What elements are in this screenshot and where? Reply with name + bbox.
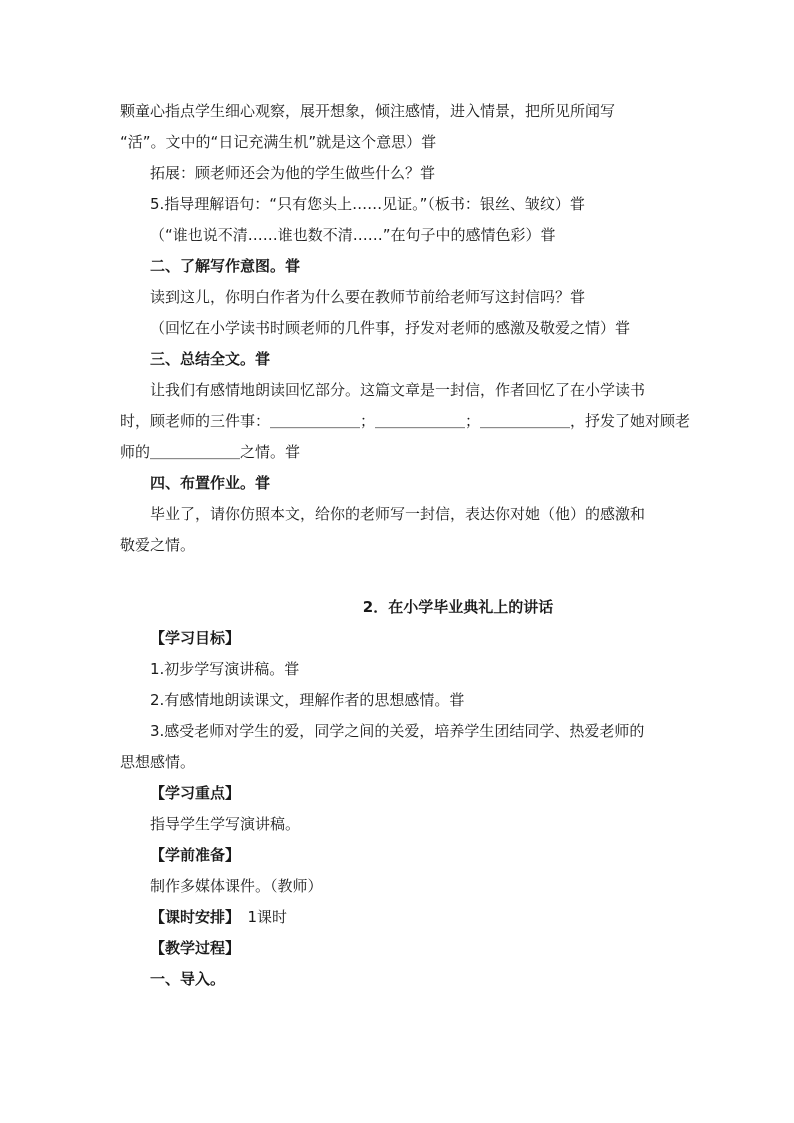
section-heading: 一、导入。: [150, 970, 226, 988]
paragraph-line: 制作多媒体课件。（教师）: [150, 877, 323, 895]
paragraph-line: 思想感情。: [120, 753, 196, 771]
paragraph-line: 颗童心指点学生细心观察，展开想象，倾注感情，进入情景，把所见所闻写: [120, 102, 616, 120]
section-heading: 三、总结全文。甞: [150, 350, 271, 368]
paragraph-line: 1.初步学写演讲稿。甞: [150, 660, 300, 678]
paragraph-line: 师的＿＿＿＿＿＿之情。甞: [120, 443, 301, 461]
paragraph-line: 读到这儿，你明白作者为什么要在教师节前给老师写这封信吗？甞: [150, 288, 586, 306]
section-heading: 【学习重点】: [150, 784, 241, 802]
schedule-value: 1课时: [232, 908, 288, 926]
paragraph-line: 5.指导理解语句：“只有您头上……见证。”（板书：银丝、皱纹）甞: [150, 195, 585, 213]
spacer: [120, 561, 676, 592]
lesson-title: 2．在小学毕业典礼上的讲话: [362, 598, 554, 616]
paragraph-line: [120, 902, 676, 933]
schedule-label: 【课时安排】: [150, 908, 233, 926]
paragraph-line: （“谁也说不清……谁也数不清……”在句子中的感情色彩）甞: [150, 226, 556, 244]
document-body: [120, 96, 691, 995]
paragraph-line: 时，顾老师的三件事：＿＿＿＿＿＿；＿＿＿＿＿＿；＿＿＿＿＿＿，抒发了她对顾老: [120, 412, 691, 430]
paragraph-line: 3.感受老师对学生的爱，同学之间的关爱，培养学生团结同学、热爱老师的: [150, 722, 645, 740]
paragraph-line: 2.有感情地朗读课文，理解作者的思想感情。甞: [150, 691, 465, 709]
section-heading: 二、了解写作意图。甞: [150, 257, 301, 275]
section-heading: 【教学过程】: [150, 939, 241, 957]
paragraph-line: 让我们有感情地朗读回忆部分。这篇文章是一封信，作者回忆了在小学读书: [150, 381, 646, 399]
paragraph-line: （回忆在小学读书时顾老师的几件事，抒发对老师的感激及敬爱之情）甞: [150, 319, 631, 337]
section-heading: 【学习目标】: [150, 629, 241, 647]
paragraph-line: 指导学生学写演讲稿。: [150, 815, 301, 833]
paragraph-line: “活”。文中的“日记充满生机”就是这个意思）甞: [120, 133, 437, 151]
paragraph-line: 拓展：顾老师还会为他的学生做些什么？甞: [150, 164, 436, 182]
paragraph-line: 毕业了，请你仿照本文，给你的老师写一封信，表达你对她（他）的感激和: [150, 505, 646, 523]
section-heading: 【学前准备】: [150, 846, 241, 864]
section-heading: 四、布置作业。甞: [150, 474, 271, 492]
paragraph-line: 敬爱之情。: [120, 536, 196, 554]
